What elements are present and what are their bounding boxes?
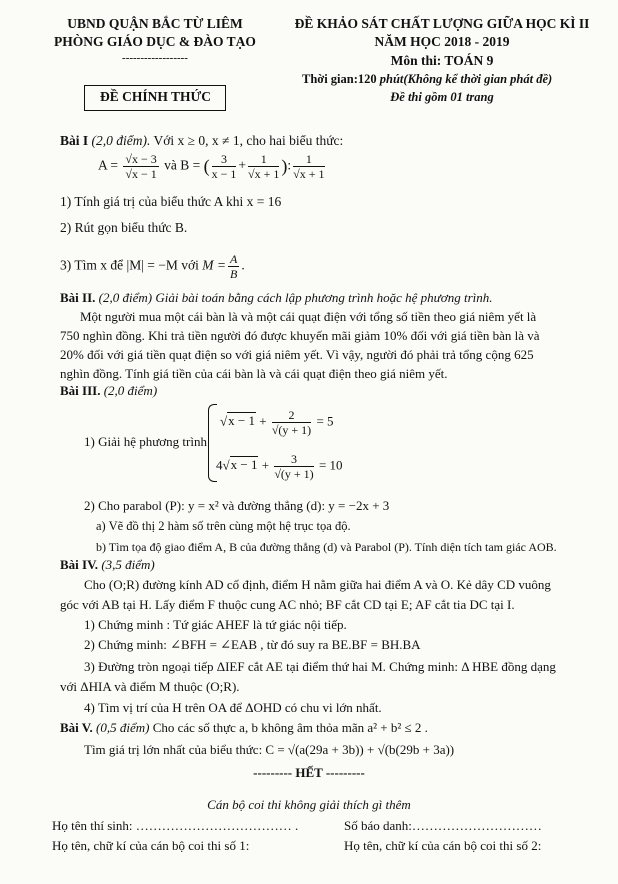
bai4-line: 1) Chứng minh : Tứ giác AHEF là tứ giác nội tiếp. [84,617,347,632]
q3-text: 3) Tìm x để |M| = −M với [60,257,203,273]
candidate-name-field: Họ tên thí sinh: ……………………………… . [52,818,299,833]
b-f2-den: √x + 1 [248,167,280,181]
b-f3-den: √x + 1 [293,167,325,181]
bai4-points: (3,5 điểm) [98,557,155,572]
bai3-q2: 2) Cho parabol (P): y = x² và đường thẳng (d): y = −2x + 3 [84,498,390,513]
time-label: Thời gian: [302,72,358,86]
bai4-line: Cho (O;R) đường kính AD cố định, điểm H nằm giữa hai điểm A và O. Kẻ dây CD vuông [84,577,551,592]
bai3-heading [60,383,157,399]
bai4-line: với ΔHIA và điểm M thuộc (O;R). [60,679,240,694]
b-f1-num: 3 [212,152,237,167]
bai1-expressions [98,152,327,181]
bai5-title: Bài V. [60,720,93,735]
eq2-num: 3 [274,452,313,467]
bai5-heading [60,720,428,736]
expr-b-frac3 [293,152,324,181]
time-line [302,72,552,87]
proctor2-field: Họ tên, chữ kí của cán bộ coi thi số 2: [344,838,542,853]
expr-b-frac1 [212,152,237,181]
q3-m: M = [202,257,227,273]
expr-b-label: B = [180,157,201,173]
exam-title: ĐỀ KHẢO SÁT CHẤT LƯỢNG GIỮA HỌC KÌ II [294,16,590,31]
eq1-root: x − 1 [228,413,255,429]
bai1-points: (2,0 điểm). [88,133,151,148]
department-name: UBND QUẬN BẮC TỪ LIÊM [67,16,243,31]
time-value: 120 [357,72,377,86]
subject: Môn thi: TOÁN 9 [390,53,494,68]
bai3-q2b: b) Tìm tọa độ giao điểm A, B của đường thẳng (d) và Parabol (P). Tính diện tích tam giác AOB. [96,540,557,554]
bai2-heading [60,290,492,306]
colon-sign: : [287,157,292,173]
eq1-rhs: = 5 [313,413,334,429]
expr-b-frac2 [248,152,279,181]
expr-a-fraction [123,152,158,181]
bai5-question: Tìm giá trị lớn nhất của biểu thức: C = √(a(29a + 3b)) + √(b(29b + 3a)) [84,742,455,757]
expr-a-label: A = [98,157,118,173]
bai3-q2a: a) Vẽ đồ thị 2 hàm số trên cùng một hệ trục tọa độ. [96,519,351,533]
q3-den: B [230,267,238,281]
eq2-rhs: = 10 [315,457,343,473]
expr-a-den: √x − 1 [125,167,157,181]
proctor1-field: Họ tên, chữ kí của cán bộ coi thi số 1: [52,838,250,853]
bai1-title: Bài I [60,133,89,148]
bai4-line: 3) Đường tròn ngoại tiếp ΔIEF cắt AE tại điểm thứ hai M. Chứng minh: Δ HBE đồng dạng [84,659,556,674]
bai3-q1: 1) Giải hệ phương trình [84,434,207,449]
plus-sign: + [238,157,247,173]
bai1-q2: 2) Rút gọn biểu thức B. [60,220,188,235]
page-count: Đề thi gồm 01 trang [390,90,494,104]
b-f3-num: 1 [293,152,324,167]
bai2-line: 750 nghìn đồng. Khi trả tiền người đó được khuyến mãi giảm 10% đối với giá tiền bàn là và [60,328,540,343]
bai1-heading [60,133,343,149]
bai3-title: Bài III. [60,383,101,398]
eq2-root-sign: √ [222,457,230,473]
b-f2-num: 1 [248,152,279,167]
system-eq1 [220,408,334,437]
expr-a-num: √x − 3 [125,152,157,166]
office-name: PHÒNG GIÁO DỤC & ĐÀO TẠO [54,34,256,49]
time-note: phút(Không kể thời gian phát đề) [376,72,553,86]
eq2-den: √(y + 1) [274,467,314,481]
eq1-fraction [272,408,311,437]
bai2-line: 20% đối với giá tiền quạt điện so với giá niêm yết. Vì vậy, người đó phải trả tổng cộng 625 [60,347,534,362]
eq1-num: 2 [272,408,311,423]
bai5-intro: Cho các số thực a, b không âm thỏa mãn a² + b² ≤ 2 . [149,720,428,735]
bai2-line: Một người mua một cái bàn là và một cái quạt điện với tổng số tiền theo giá niêm yết là [80,309,537,324]
paren-close: ) [281,156,288,176]
bai4-line: góc với AB tại H. Lấy điểm F thuộc cung AC nhỏ; BF cắt CD tại E; AF cắt tia DC tại I. [60,597,515,612]
eq2-root: x − 1 [230,457,258,473]
eq1-den: √(y + 1) [271,423,312,437]
and-word: và [164,157,181,173]
bai1-q1: 1) Tính giá trị của biểu thức A khi x = 16 [60,194,282,209]
bai2-title: Bài II. [60,290,96,305]
bai2-instruction: (2,0 điểm) Giải bài toán bằng cách lập phương trình hoặc hệ phương trình. [95,290,493,305]
proctor-note: Cán bộ coi thi không giải thích gì thêm [207,797,411,812]
left-divider: ------------------ [122,52,188,64]
system-eq2 [216,452,343,481]
school-year: NĂM HỌC 2018 - 2019 [374,34,510,49]
bai4-heading [60,557,155,573]
bai4-line: 2) Chứng minh: ∠BFH = ∠EAB , từ đó suy ra BE.BF = BH.BA [84,637,421,652]
paren-open: ( [203,156,210,176]
eq1-root-sign: √ [220,413,228,429]
b-f1-den: x − 1 [211,167,237,181]
eq1-plus: + [255,413,270,429]
bai5-points: (0,5 điểm) [92,720,150,735]
official-label: ĐỀ CHÍNH THỨC [99,89,211,104]
bai4-title: Bài IV. [60,557,99,572]
eq2-fraction [274,452,313,481]
end-mark: --------- HẾT --------- [253,765,365,780]
q3-num: A [230,252,238,266]
q3-fraction [228,252,239,281]
eq2-coef: 4 [216,457,223,473]
eq2-plus: + [258,457,273,473]
bai2-line: nghìn đồng. Tính giá tiền của cái bàn là và cái quạt điện theo giá niêm yết. [60,366,448,381]
candidate-id-field: Số báo danh:………………………… [344,818,542,833]
bai3-points: (2,0 điểm) [100,383,158,398]
bai1-q3: 3) Tìm x để |M| = −M với M = $\frac{A}{B}$ . [60,252,245,281]
bai1-intro: Với x ≥ 0, x ≠ 1, cho hai biểu thức: [150,133,344,148]
bai4-line: 4) Tìm vị trí của H trên OA để ΔOHD có chu vi lớn nhất. [84,700,382,715]
